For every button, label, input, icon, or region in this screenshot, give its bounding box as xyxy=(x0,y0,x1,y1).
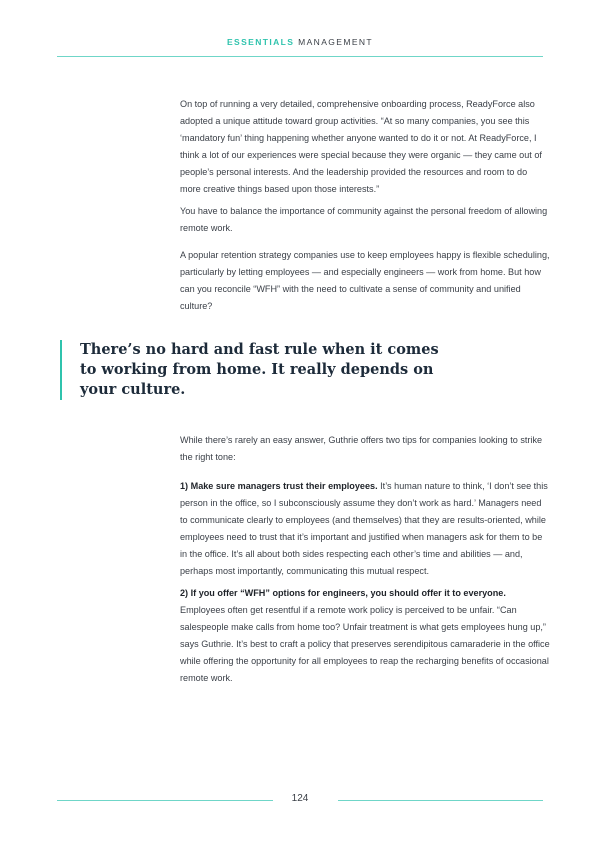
paragraph-onboarding xyxy=(180,96,550,198)
paragraph-tips-intro xyxy=(180,432,550,466)
tip-two-text xyxy=(180,585,550,687)
header-divider xyxy=(57,56,543,57)
tip-one-text xyxy=(180,478,550,580)
tip-two xyxy=(180,585,550,687)
header-topic: MANAGEMENT xyxy=(298,37,374,47)
pull-quote: There’s no hard and fast rule when it comes to working from home. It really depends on your culture. xyxy=(60,340,440,400)
paragraph-text: A popular retention strategy companies use to keep employees happy is flexible scheduling, particularly by letting employees — and especially engineers — work from home. But how can you reconcile “WFH” with the need to cultivate a sense of community and unified culture? xyxy=(180,250,550,311)
page-number: 124 xyxy=(291,793,309,804)
paragraph-balance xyxy=(180,203,550,237)
header-section: ESSENTIALS xyxy=(226,37,295,47)
running-header xyxy=(0,37,600,47)
tip-one-heading: 1) Make sure managers trust their employees. xyxy=(180,481,378,491)
paragraph-text: You have to balance the importance of community against the personal freedom of allowing remote work. xyxy=(180,206,548,233)
paragraph-text: On top of running a very detailed, comprehensive onboarding process, ReadyForce also adopted a unique attitude toward group activities. “At so many companies, you see this ‘mandatory fun’ thing happening whether anyone wanted to do it or not. At ReadyForce, I think a lot of our experiences were special because they were organic — they came out of people’s personal interests. And the leadership provided the resources and room to do more creative things based upon those interests.” xyxy=(180,99,542,194)
tip-two-heading: 2) If you offer “WFH” options for engineers, you should offer it to everyone. xyxy=(180,588,506,598)
tip-one xyxy=(180,478,550,580)
paragraph-text: While there’s rarely an easy answer, Guthrie offers two tips for companies looking to strike the right tone: xyxy=(180,435,543,462)
footer-divider-right xyxy=(338,800,543,801)
paragraph-retention xyxy=(180,247,550,315)
tip-two-body: Employees often get resentful if a remote work policy is perceived to be unfair. “Can salespeople make calls from home too? Unfair treatment is what gets employees hung up,” says Guthrie. It’s best to craft a policy that preserves serendipitous camaraderie in the office while offering the opportunity for all employees to reap the recharging benefits of occasional remote work. xyxy=(180,605,550,683)
tip-one-body: It’s human nature to think, ‘I don’t see this person in the office, so I subconsciously assume they don’t work as hard.’ Managers need to communicate clearly to employees (and themselves) that they are results-oriented, while employees need to trust that it’s important and justified when managers ask for them to be in the office. It’s all about both sides respecting each other’s time and abilities — and, perhaps most importantly, communicating this mutual respect. xyxy=(180,481,548,576)
